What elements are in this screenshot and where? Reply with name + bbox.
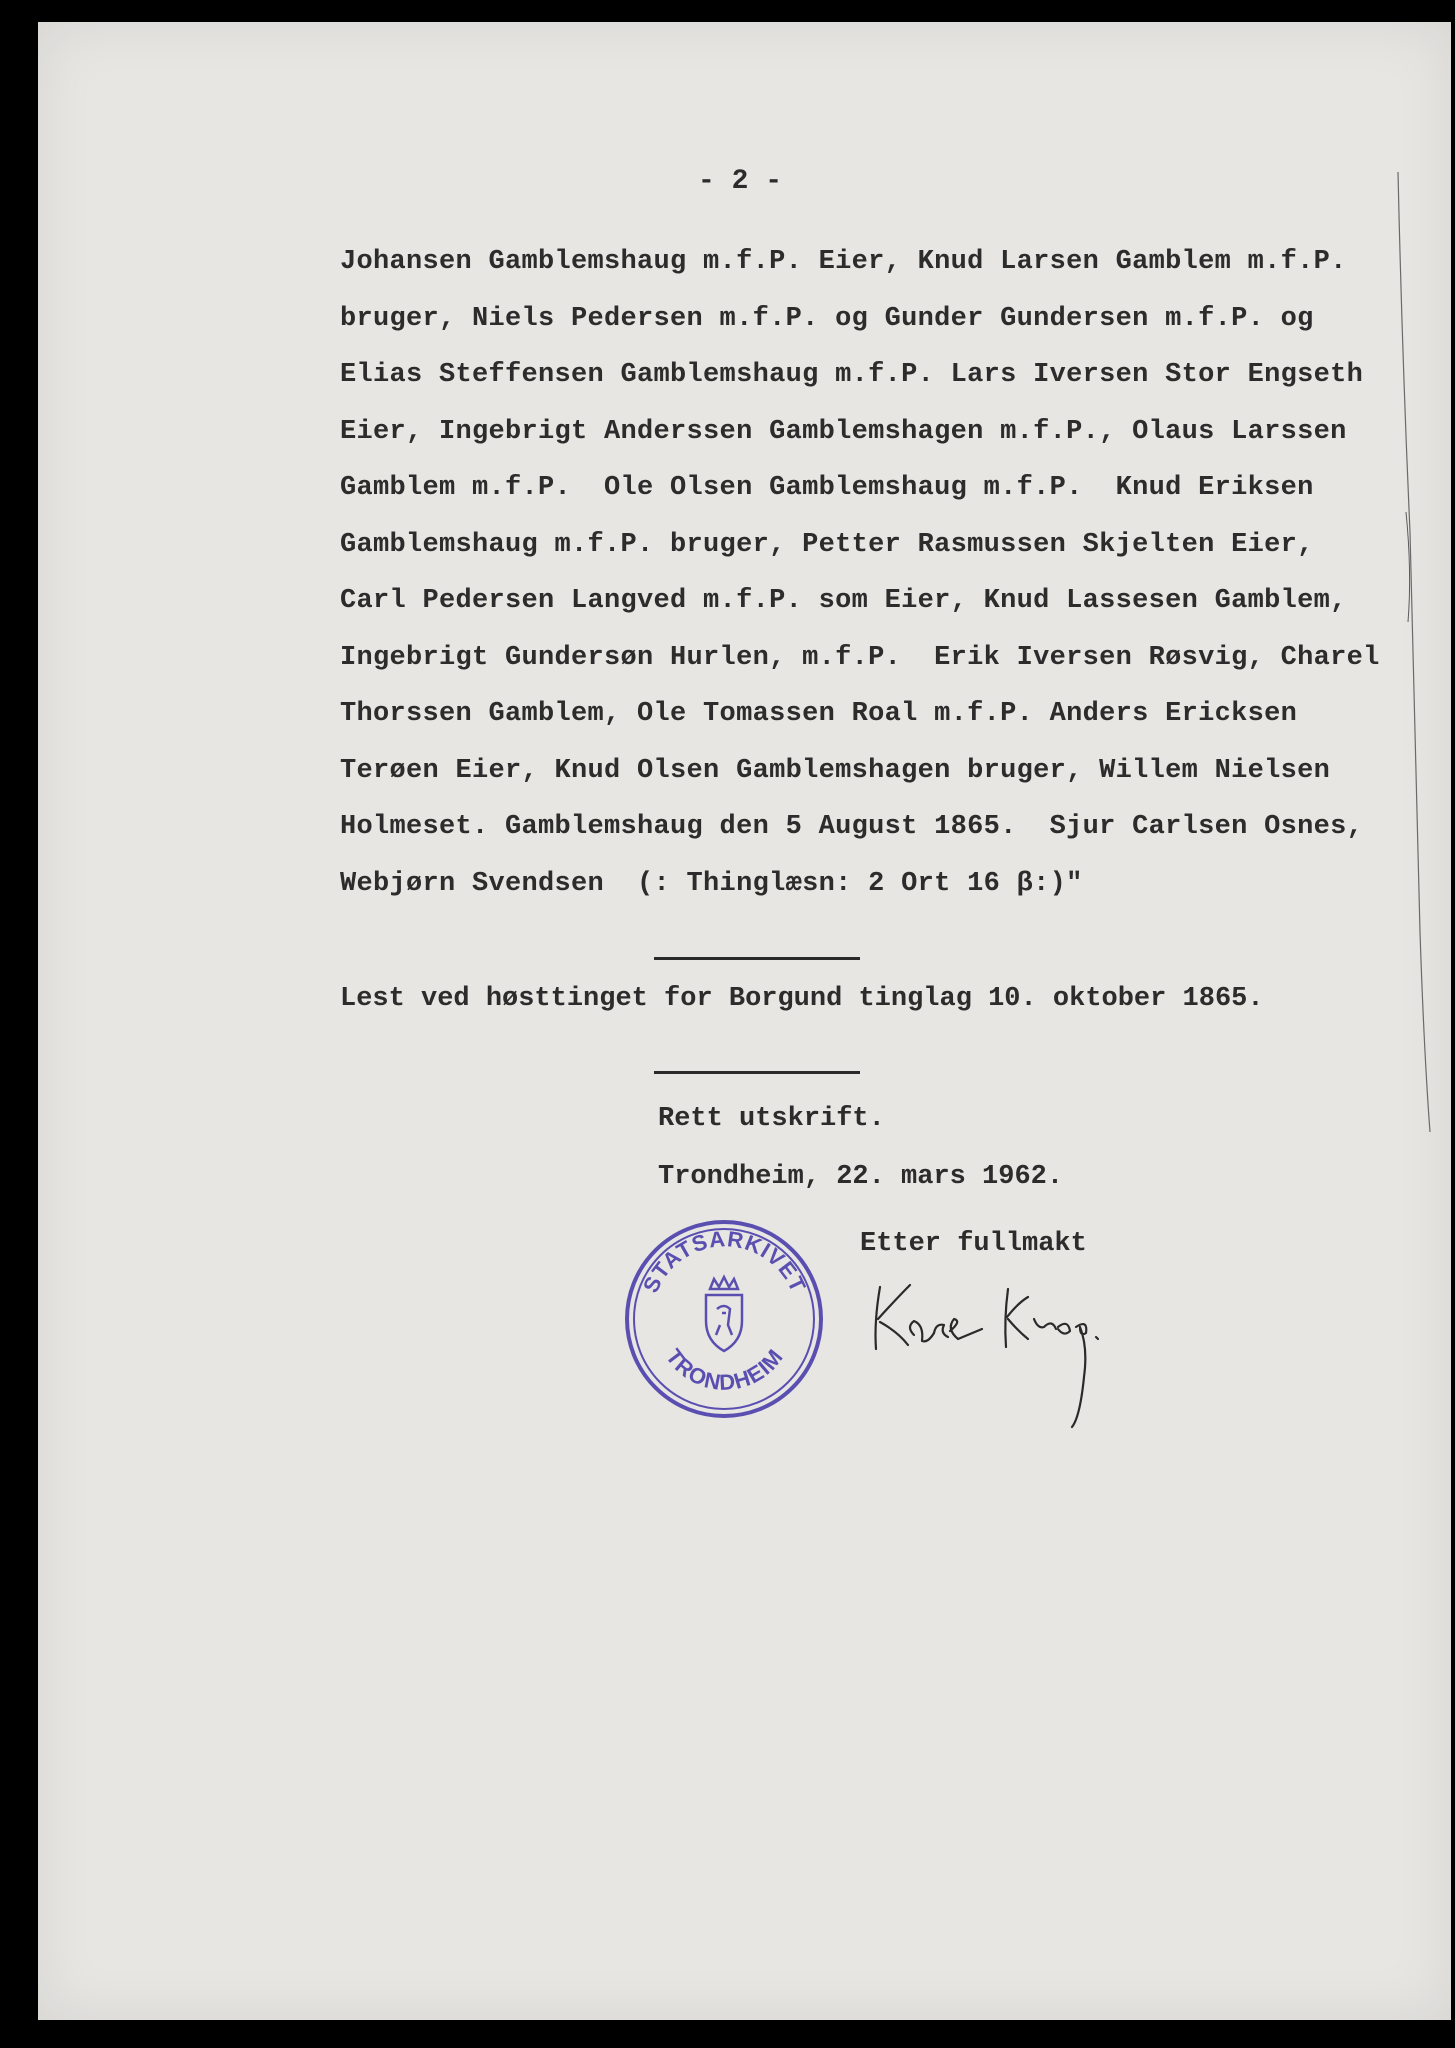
coat-of-arms-icon — [706, 1277, 742, 1351]
stamp-top-text: STATSARKIVET — [637, 1226, 812, 1297]
separator-rule — [654, 1071, 860, 1074]
body-line: Webjørn Svendsen (: Thinglæsn: 2 Ort 16 β:)" — [340, 868, 1083, 899]
body-line: Eier, Ingebrigt Anderssen Gamblemshagen m.f.P., Olaus Larssen — [340, 416, 1347, 447]
page-number: - 2 - — [698, 166, 783, 197]
body-line: bruger, Niels Pedersen m.f.P. og Gunder Gundersen m.f.P. og — [340, 303, 1314, 334]
margin-mark — [1358, 152, 1438, 1152]
stamp-bottom-text: TRONDHEIM — [660, 1343, 789, 1396]
svg-text:STATSARKIVET — [638, 1226, 811, 1296]
body-line: Ingebrigt Gundersøn Hurlen, m.f.P. Erik Iversen Røsvig, Charel — [340, 642, 1380, 673]
body-line: Johansen Gamblemshaug m.f.P. Eier, Knud Larsen Gamblem m.f.P. — [340, 247, 1347, 277]
place-date: Trondheim, 22. mars 1962. — [658, 1162, 1064, 1192]
read-note: Lest ved høsttinget for Borgund tinglag 10. oktober 1865. — [340, 984, 1264, 1014]
body-line: Holmeset. Gamblemshaug den 5 August 1865. Sjur Carlsen Osnes, — [340, 812, 1364, 842]
body-line: Terøen Eier, Knud Olsen Gamblemshagen bruger, Willem Nielsen — [340, 755, 1331, 786]
body-line: Elias Steffensen Gamblemshaug m.f.P. Lars Iversen Stor Engseth — [340, 360, 1364, 390]
body-line: Thorssen Gamblem, Ole Tomassen Roal m.f.P. Anders Ericksen — [340, 699, 1298, 729]
signature — [858, 1267, 1158, 1437]
document-sheet — [38, 22, 1451, 2020]
authority-text: Etter fullmakt — [860, 1229, 1087, 1259]
body-line: Gamblem m.f.P. Ole Olsen Gamblemshaug m.f.P. Knud Eriksen — [340, 473, 1314, 503]
body-text — [340, 234, 1400, 912]
certification-text: Rett utskrift. — [658, 1104, 885, 1134]
body-line: Gamblemshaug m.f.P. bruger, Petter Rasmussen Skjelten Eier, — [340, 529, 1314, 560]
archive-stamp — [622, 1217, 827, 1422]
separator-rule — [654, 957, 860, 960]
body-line: Carl Pedersen Langved m.f.P. som Eier, Knud Lassesen Gamblem, — [340, 586, 1347, 616]
